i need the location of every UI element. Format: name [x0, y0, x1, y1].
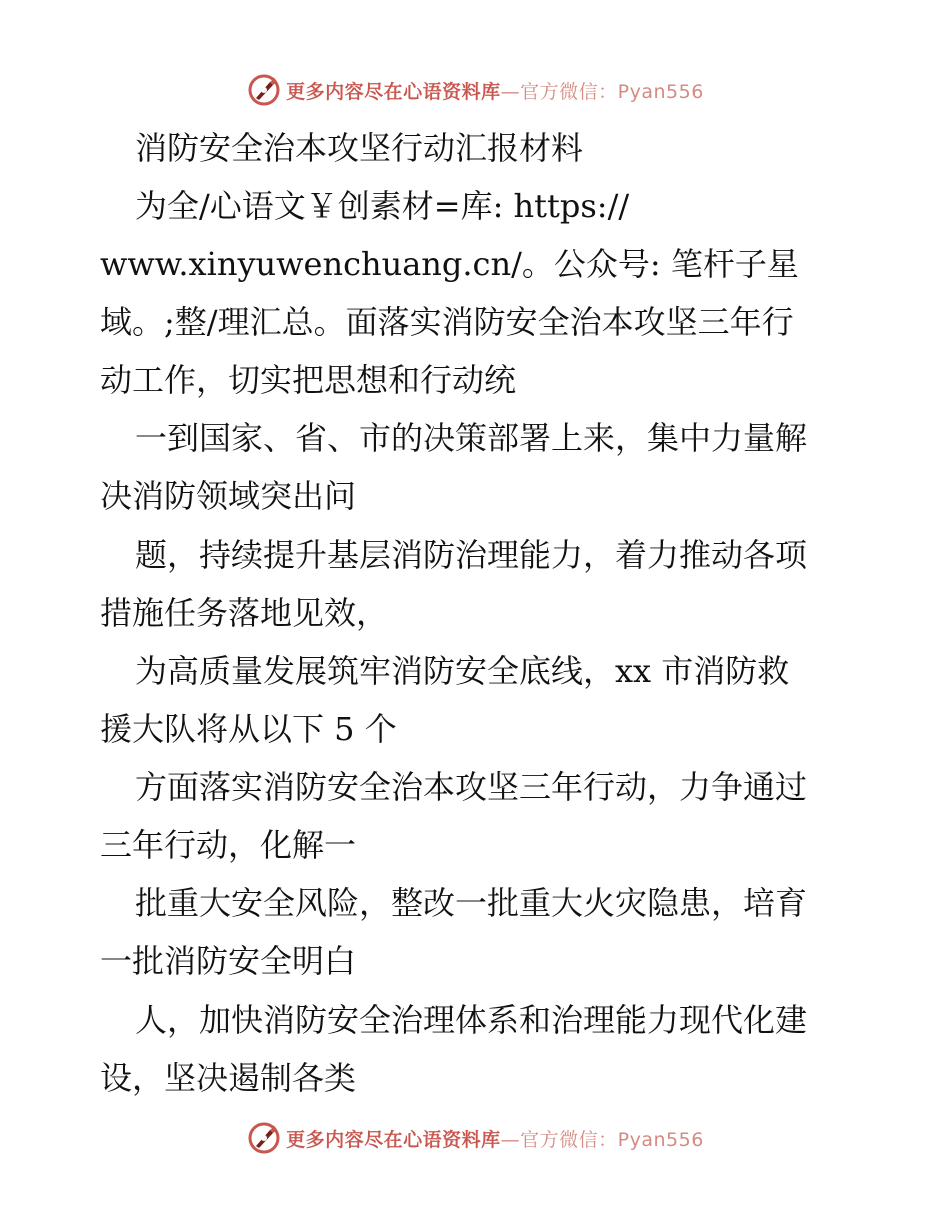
brand-logo-icon [246, 1120, 282, 1156]
paragraph-line: 域。;整/理汇总。面落实消防安全治本攻坚三年行 [100, 303, 794, 341]
brand-logo-icon [246, 72, 282, 108]
paragraph-line: 一批消防安全明白 [100, 942, 357, 980]
paragraph-line: 决消防领域突出问 [100, 477, 357, 515]
paragraph-line: 批重大安全风险，整改一批重大火灾隐患，培育 [135, 884, 808, 922]
paragraph-line: 人，加快消防安全治理体系和治理能力现代化建 [135, 1001, 808, 1039]
paragraph-line: 题，持续提升基层消防治理能力，着力推动各项 [135, 536, 808, 574]
paragraph-line: 为全/心语文￥创素材=库: https:// [135, 187, 630, 225]
paragraph-line: www.xinyuwenchuang.cn/。公众号: 笔杆子星 [100, 245, 799, 283]
paragraph-line: 措施任务落地见效， [100, 594, 389, 632]
watermark-sub-text: —官方微信：Pyan556 [500, 1128, 704, 1151]
header-watermark [0, 70, 950, 110]
document-title: 消防安全治本攻坚行动汇报材料 [135, 129, 584, 167]
paragraph-line: 一到国家、省、市的决策部署上来，集中力量解 [135, 419, 808, 457]
watermark-sub-text: —官方微信：Pyan556 [500, 80, 704, 103]
paragraph-line: 援大队将从以下 5 个 [100, 710, 397, 748]
paragraph-line: 为高质量发展筑牢消防安全底线，xx 市消防救 [135, 652, 790, 690]
paragraph-line: 三年行动，化解一 [100, 826, 357, 864]
paragraph-line: 设，坚决遏制各类 [100, 1059, 357, 1097]
watermark-main-text: 更多内容尽在心语资料库 [286, 1128, 501, 1151]
footer-watermark [0, 1118, 950, 1158]
paragraph-line: 动工作，切实把思想和行动统 [100, 361, 517, 399]
paragraph-line: 方面落实消防安全治本攻坚三年行动，力争通过 [135, 768, 808, 806]
watermark-main-text: 更多内容尽在心语资料库 [286, 80, 501, 103]
